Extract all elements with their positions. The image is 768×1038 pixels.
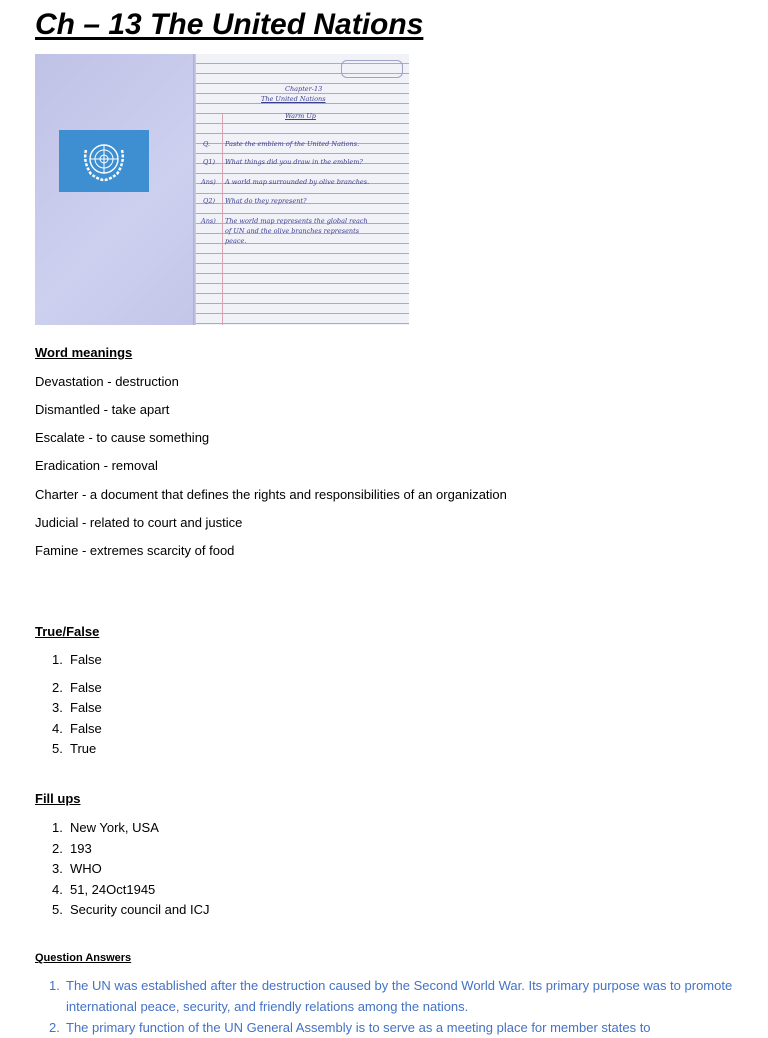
notebook-margin-line — [222, 114, 223, 325]
list-item — [35, 839, 209, 860]
list-number: 1. — [49, 978, 60, 993]
un-emblem-icon — [59, 130, 149, 192]
list-item — [35, 650, 102, 671]
list-number: 2. — [52, 840, 63, 856]
word-meaning-item: Escalate - to cause something — [35, 430, 210, 445]
list-text: True — [70, 741, 97, 756]
answer-text: The primary function of the UN General Assembly is to serve as a meeting place for member states to — [66, 1020, 651, 1035]
list-item — [35, 880, 209, 901]
notebook-photo — [35, 54, 409, 325]
list-number: 5. — [52, 902, 63, 917]
word-meanings-heading: Word meanings — [35, 345, 133, 360]
notebook-line: What things did you draw in the emblem? — [225, 158, 363, 166]
list-text: False — [70, 652, 102, 667]
list-number: 4. — [52, 720, 63, 736]
list-item — [35, 678, 102, 699]
page-title: Ch – 13 The United Nations — [35, 8, 424, 41]
notebook-line: of UN and the olive branches represents — [225, 227, 360, 235]
list-text: False — [70, 700, 102, 715]
list-number: 2. — [49, 1020, 60, 1035]
fill-ups-heading: Fill ups — [35, 791, 81, 806]
notebook-line-tag: Ans) — [201, 217, 216, 225]
notebook-line: Paste the emblem of the United Nations. — [225, 140, 360, 148]
question-answers-heading: Question Answers — [35, 952, 132, 964]
question-answers-list — [35, 975, 735, 1038]
answer-text: The UN was established after the destruction caused by the Second World War. Its primary purpose was to promote international peace, security, and friendly relations among the nations. — [66, 978, 733, 1014]
notebook-heading-2: The United Nations — [261, 95, 326, 103]
list-text: Security council and ICJ — [70, 902, 210, 917]
answer-item — [35, 975, 735, 1017]
list-text: New York, USA — [70, 820, 159, 835]
true-false-heading: True/False — [35, 624, 100, 639]
answer-item — [35, 1017, 735, 1038]
list-number: 1. — [52, 820, 63, 835]
notebook-line: The world map represents the global reach — [225, 217, 368, 225]
list-text: False — [70, 720, 102, 736]
list-item — [35, 859, 209, 880]
word-meaning-item: Devastation - destruction — [35, 374, 179, 389]
list-text: WHO — [70, 861, 102, 876]
notebook-line-tag: Q2) — [203, 197, 216, 205]
notebook-stamp — [341, 60, 403, 78]
notebook-heading-1: Chapter-13 — [285, 85, 323, 93]
list-number: 1. — [52, 652, 63, 667]
list-item — [35, 818, 209, 839]
fill-ups-list — [35, 818, 209, 921]
word-meaning-item: Eradication - removal — [35, 458, 158, 473]
notebook-line: A world map surrounded by olive branches. — [225, 178, 370, 186]
list-text: 193 — [70, 840, 92, 856]
word-meaning-item: Dismantled - take apart — [35, 402, 170, 417]
notebook-line-tag: Q. — [203, 140, 211, 148]
word-meaning-item: Charter - a document that defines the rights and responsibilities of an organization — [35, 487, 507, 502]
word-meaning-item: Judicial - related to court and justice — [35, 515, 243, 530]
list-number: 2. — [52, 679, 63, 695]
word-meaning-item: Famine - extremes scarcity of food — [35, 543, 235, 558]
list-number: 5. — [52, 741, 63, 756]
notebook-line-tag: Ans) — [201, 178, 216, 186]
list-item — [35, 698, 102, 719]
list-item — [35, 739, 102, 760]
un-emblem-image — [59, 130, 149, 192]
notebook-line-tag: Q1) — [203, 158, 216, 166]
notebook-heading-3: Warm Up — [285, 112, 316, 120]
true-false-list — [35, 650, 102, 760]
list-number: 3. — [52, 861, 63, 876]
list-item — [35, 900, 209, 921]
list-number: 4. — [52, 881, 63, 897]
notebook-line: peace. — [225, 237, 247, 245]
notebook-line: What do they represent? — [225, 197, 307, 205]
list-item — [35, 719, 102, 740]
list-text: 51, 24Oct1945 — [70, 881, 156, 897]
list-number: 3. — [52, 700, 63, 715]
list-text: False — [70, 679, 102, 695]
